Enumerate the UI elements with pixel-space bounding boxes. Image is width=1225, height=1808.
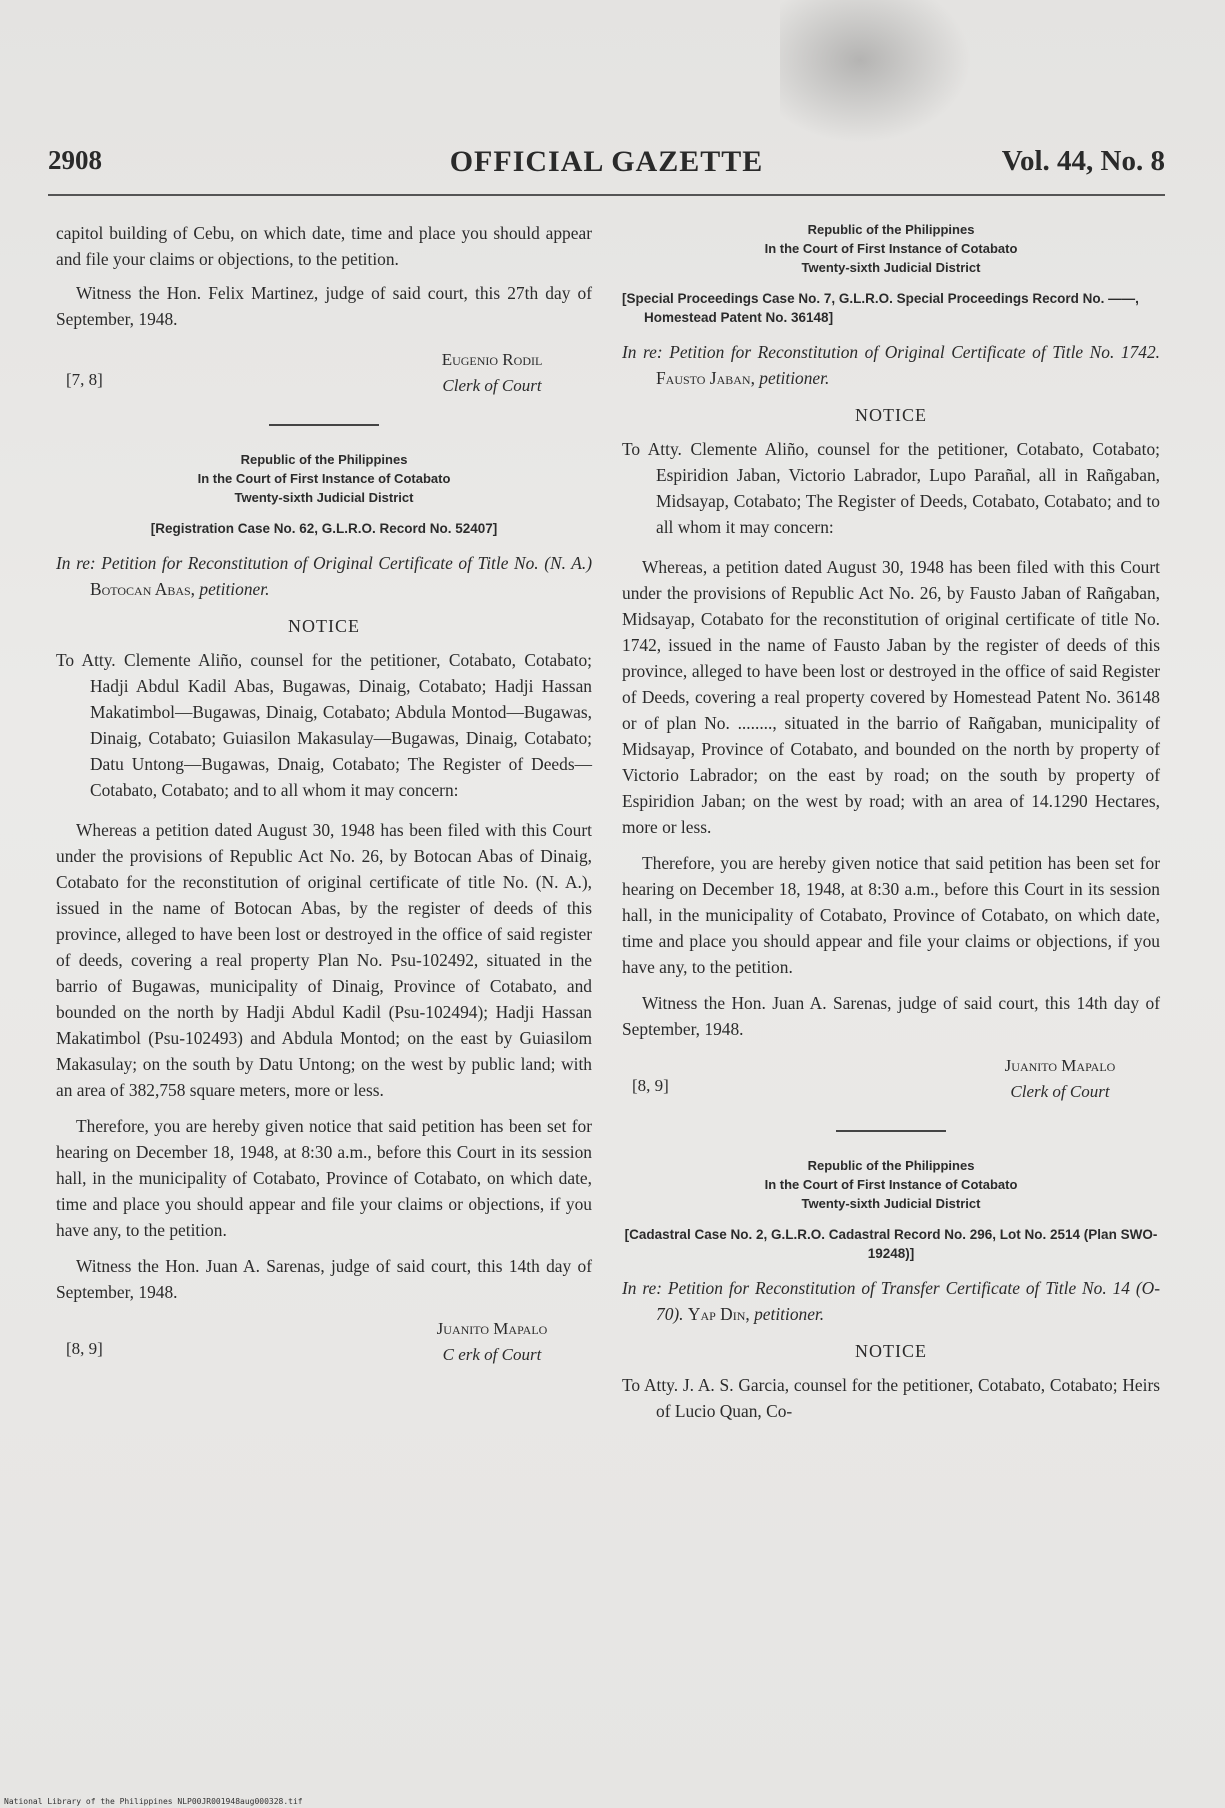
- page-number: 2908: [48, 145, 102, 175]
- in-re-caption-2: [622, 1275, 1160, 1327]
- addressees-paragraph: To Atty. Clemente Aliño, counsel for the petitioner, Cotabato, Cotabato; Hadji Abdul Kadil Abas, Bugawas, Dinaig, Cotabato; Hadji Hassan Makatimbol—Bugawas, Dinaig, Cotabato; Abdula Montod—Bugawas, Dinaig, Cotabato; Guiasilon Makasulay—Bugawas, Dinaig, Cotabato; Datu Untong—Bugawas, Dnaig, Cotabato; The Register of Deeds—Cotabato, Cotabato; and to all whom it may concern:: [56, 649, 592, 800]
- witness-paragraph-2: Witness the Hon. Juan A. Sarenas, judge of said court, this 14th day of September, 1948.: [56, 1255, 592, 1302]
- signature-block-2: [56, 1319, 592, 1371]
- court-line-2b: In the Court of First Instance of Cotabato: [764, 1176, 1018, 1192]
- therefore-paragraph: Therefore, you are hereby given notice that said petition has been set for hearing on December 18, 1948, at 8:30 a.m., before this Court in its session hall, in the municipality of Cotabato, Province of Cotabato, on which date, time and place you should appear and file your claims or objections, if you have any, to the petition.: [622, 853, 1160, 977]
- clerk-title: Clerk of Court: [442, 376, 542, 395]
- page-header: [48, 145, 1165, 185]
- issue-reference: [7, 8]: [66, 370, 103, 389]
- petitioner-word: petitioner.: [199, 578, 270, 599]
- petitioner-word: petitioner.: [759, 368, 830, 388]
- in-re-text-2: In re: Petition for Reconstitution of Transfer Certificate of Title No. 14 (O-70).: [622, 1277, 1160, 1324]
- court-line-3b: Twenty-sixth Judicial District: [801, 1195, 981, 1211]
- continued-paragraph: capitol building of Cebu, on which date, time and place you should appear and file your claims or objections, to the petition.: [56, 223, 592, 269]
- case-reference: [Registration Case No. 62, G.L.R.O. Record No. 52407]: [150, 520, 498, 536]
- whereas-paragraph: Whereas, a petition dated August 30, 1948 has been filed with this Court under the provisions of Republic Act No. 26, by Fausto Jaban of Rañgaban, Midsayap, Cotabato for the reconstitution of original certificate of title No. 1742, issued in the name of Fausto Jaban by the register of deeds of this province, alleged to have been lost or destroyed in the office of said Register of Deeds, covering a real property covered by Homestead Patent No. 36148 or of plan No. ........, situated in the barrio of Rañgaban, municipality of Midsayap, Province of Cotabato, and bounded on the north by property of Victorio Labrador; on the east by road; on the south by property of Espiridion Jaban; on the west by road; with an area of 14.1290 Hectares, more or less.: [622, 557, 1160, 837]
- in-re-text: In re: Petition for Reconstitution of Original Certificate of Title No. 1742.: [622, 342, 1160, 362]
- court-line-1: Republic of the Philippines: [807, 222, 975, 237]
- court-line-1: Republic of the Philippines: [240, 451, 408, 467]
- petitioner-name: Fausto Jaban,: [656, 368, 755, 388]
- addressees-paragraph: To Atty. Clemente Aliño, counsel for the petitioner, Cotabato, Cotabato; Espiridion Jaban, Victorio Labrador, Lupo Parañal, all in Rañgaban, Midsayap, Cotabato; The Register of Deeds, Cotabato, Cotabato; and to all whom it may concern:: [622, 439, 1160, 537]
- petitioner-word-2: petitioner.: [754, 1303, 825, 1324]
- section-divider: [269, 424, 379, 426]
- clerk-name-2: Juanito Mapalo: [436, 1318, 548, 1338]
- volume-number: Vol. 44, No. 8: [1001, 145, 1165, 177]
- petitioner-name-2: Yap Din,: [687, 1303, 750, 1324]
- in-re-text: In re: Petition for Reconstitution of Original Certificate of Title No. (N. A.): [56, 552, 592, 573]
- left-column: [56, 220, 592, 1371]
- clerk-title: Clerk of Court: [1010, 1082, 1110, 1101]
- signature-block: [56, 350, 592, 402]
- ink-smudge: [780, 0, 980, 150]
- in-re-caption: [622, 339, 1160, 391]
- scan-footer: National Library of the Philippines NLP00JR001948aug000328.tif: [4, 1797, 303, 1806]
- notice-heading: NOTICE: [288, 615, 360, 636]
- clerk-name: Eugenio Rodil: [441, 350, 543, 369]
- right-column: [622, 220, 1160, 1424]
- witness-paragraph: Witness the Hon. Felix Martinez, judge of said court, this 27th day of September, 1948.: [56, 283, 592, 329]
- whereas-paragraph: Whereas a petition dated August 30, 1948 has been filed with this Court under the provisions of Republic Act No. 26, by Botocan Abas of Dinaig, Cotabato for the reconstitution of original certificate of title No. (N. A.), issued in the name of Botocan Abas, by the register of deeds of this province, alleged to have been lost or destroyed in the office of said register of deeds, covering a real property Plan No. Psu-102492, situated in the barrio of Bugawas, municipality of Dinaig, Province of Cotabato, and bounded on the north by Hadji Abdul Kadil (Psu-102494); Hadji Hassan Makatimbol (Psu-102493) and Abdula Montod; on the east by Guiasilom Makasulay; on the south by Datu Untong; on the west by public land; with an area of 382,758 square meters, more or less.: [56, 819, 592, 1100]
- court-line-2: In the Court of First Instance of Cotabato: [197, 470, 451, 486]
- court-line-2: In the Court of First Instance of Cotabato: [764, 241, 1018, 256]
- notice-heading-2: NOTICE: [855, 1340, 927, 1361]
- case-reference: [Special Proceedings Case No. 7, G.L.R.O. Special Proceedings Record No. ——, Homestead Patent No. 36148]: [622, 291, 1139, 325]
- court-line-3: Twenty-sixth Judicial District: [234, 489, 414, 505]
- issue-reference-2: [8, 9]: [66, 1338, 103, 1358]
- notice-heading: NOTICE: [855, 405, 927, 425]
- witness-paragraph: Witness the Hon. Juan A. Sarenas, judge of said court, this 14th day of September, 1948.: [622, 993, 1160, 1039]
- issue-reference: [8, 9]: [632, 1076, 669, 1095]
- publication-title: OFFICIAL GAZETTE: [449, 145, 764, 178]
- court-line-1b: Republic of the Philippines: [807, 1157, 975, 1173]
- in-re-caption: [56, 550, 592, 602]
- court-line-3: Twenty-sixth Judicial District: [801, 260, 981, 275]
- signature-block: [622, 1056, 1160, 1108]
- section-divider: [836, 1130, 946, 1132]
- addressees-paragraph-2: To Atty. J. A. S. Garcia, counsel for the petitioner, Cotabato, Cotabato; Heirs of Lucio Quan, Co-: [622, 1374, 1160, 1421]
- case-reference-2: [Cadastral Case No. 2, G.L.R.O. Cadastral Record No. 296, Lot No. 2514 (Plan SWO-19248)]: [624, 1226, 1158, 1261]
- clerk-name: Juanito Mapalo: [1004, 1056, 1116, 1075]
- therefore-paragraph: Therefore, you are hereby given notice that said petition has been set for hearing on December 18, 1948, at 8:30 a.m., before this Court in its session hall, in the municipality of Cotabato, Province of Cotabato, on which date, time and place you should appear and file your claims or objections, if you have any, to the petition.: [56, 1115, 592, 1240]
- petitioner-name: Botocan Abas,: [90, 578, 196, 599]
- clerk-title-2: C erk of Court: [442, 1344, 542, 1364]
- header-rule: [48, 194, 1165, 196]
